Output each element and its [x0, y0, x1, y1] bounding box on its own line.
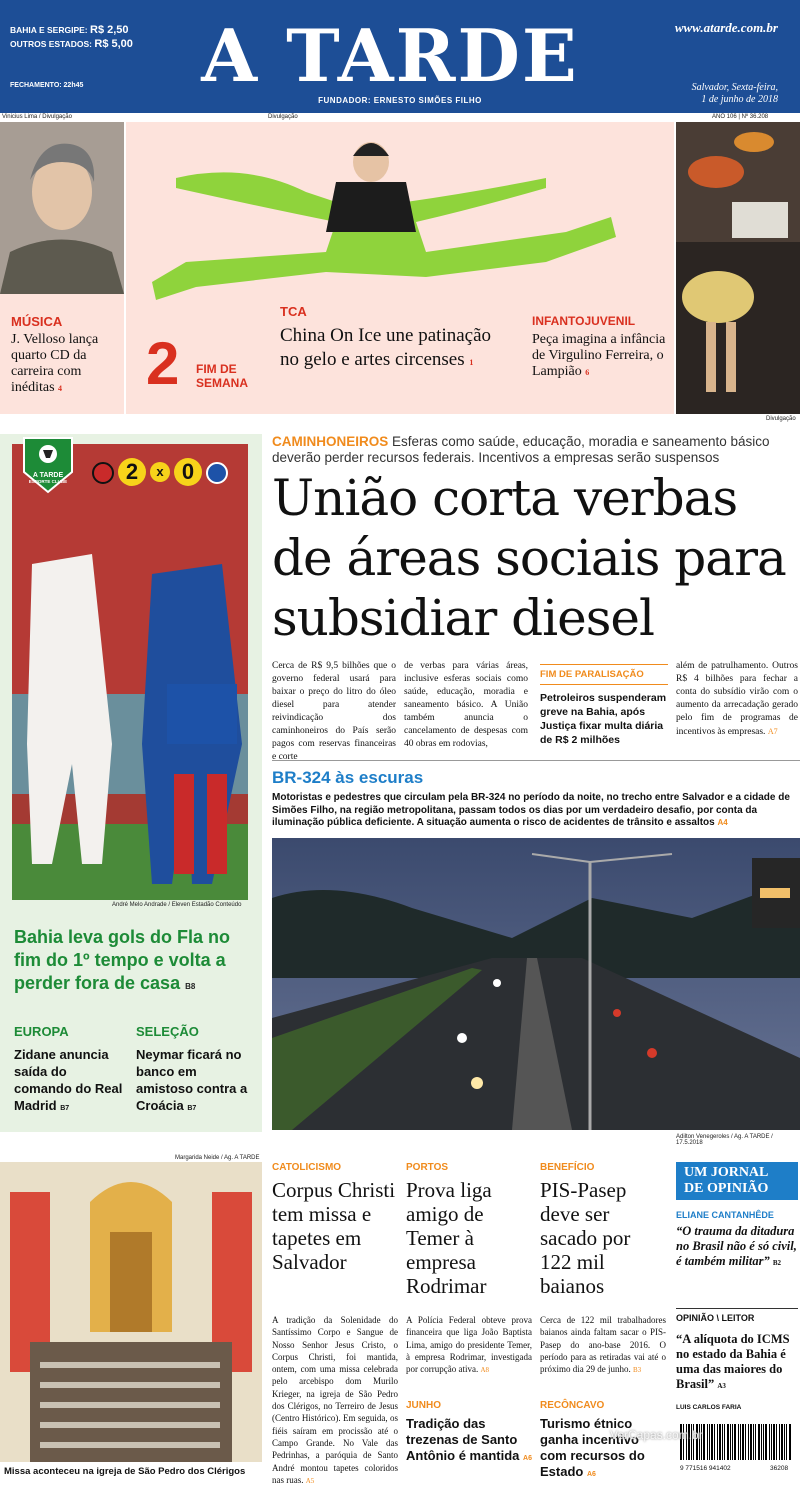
barcode-bar — [722, 1424, 723, 1460]
teaser-kicker: MÚSICA — [11, 314, 63, 329]
barcode-bar — [742, 1424, 744, 1460]
teaser-tca[interactable] — [126, 122, 674, 414]
closing-time: FECHAMENTO: 22h45 — [10, 82, 84, 89]
barcode-bar — [761, 1424, 762, 1460]
edition-number: ANO 106 | Nº 36.208 — [712, 114, 769, 120]
reconcavo-headline[interactable]: Turismo étnico ganha incentivo com recursos do Estado A6 — [540, 1416, 645, 1479]
divider — [272, 760, 800, 761]
founder-line: FUNDADOR: ERNESTO SIMÕES FILHO — [318, 96, 482, 105]
barcode-bar — [738, 1424, 739, 1460]
barcode-bar — [753, 1424, 754, 1460]
sports-headline: Bahia leva gols do Fla no fim do 1º tempo e volta a perder fora de casa B8 — [14, 927, 231, 993]
price-other-states: OUTROS ESTADOS: R$ 5,00 — [10, 38, 133, 50]
photo-credit: Vinicius Lima / Divulgação — [2, 114, 72, 120]
barcode-bar — [755, 1424, 756, 1460]
barcode-bar — [781, 1424, 783, 1460]
score-home: 2 — [118, 458, 146, 486]
barcode-bar — [763, 1424, 764, 1460]
photo-credit: André Melo Andrade / Eleven Estadão Conteúdo — [112, 902, 242, 908]
catholicism-kicker: CATOLICISMO — [272, 1162, 342, 1173]
flamengo-crest-icon — [92, 462, 114, 484]
barcode-bar — [771, 1424, 772, 1460]
date-line: Salvador, Sexta-feira, 1 de junho de 2018 — [691, 82, 778, 105]
teaser-kicker: TCA — [280, 304, 307, 319]
catholicism-headline[interactable]: Corpus Christi tem missa e tapetes em Salvador — [272, 1178, 396, 1274]
score-away: 0 — [174, 458, 202, 486]
br324-title[interactable]: BR-324 às escuras — [272, 768, 424, 787]
opinion-banner[interactable]: UM JORNAL DE OPINIÃO — [676, 1162, 798, 1200]
weekend-label: FIM DE SEMANA — [196, 362, 249, 390]
barcode-bar — [779, 1424, 780, 1460]
church-photo — [0, 1162, 262, 1462]
benefit-headline[interactable]: PIS-Pasep deve ser sacado por 122 mil baianos — [540, 1178, 631, 1298]
teaser-music[interactable] — [0, 122, 124, 414]
barcode-bar — [758, 1424, 760, 1460]
barcode-bar — [719, 1424, 721, 1460]
barcode-bar — [786, 1424, 787, 1460]
barcode-number: 9 771516 941402 — [680, 1465, 731, 1472]
musician-photo — [0, 122, 124, 294]
highway-night-photo — [272, 838, 800, 1130]
barcode-bar — [776, 1424, 777, 1460]
photo-credit: Margarida Neide / Ag. A TARDE — [175, 1155, 260, 1161]
benefit-body: Cerca de 122 mil trabalhadores baianos ainda faltam sacar o PIS-Pasep do ano-base 2016. O período para as retiradas vai até o próximo dia 29 de junho. B3 — [540, 1315, 666, 1375]
barcode-bar — [711, 1424, 713, 1460]
sports-panel[interactable] — [0, 434, 262, 1132]
strike-box[interactable]: FIM DE PARALISAÇÃO Petroleiros suspenderam greve na Bahia, após Justiça fixar multa diária de R$ 2 milhões — [540, 664, 668, 747]
reader-quote[interactable]: “A alíquota do ICMS no estado da Bahia é uma das maiores do Brasil” A3 — [676, 1332, 790, 1391]
lead-column-2: de verbas para várias áreas, inclusive esferas sociais como saúde, educação, moradia e saneamento básico. A União também anuncia o cancelamento de despesas com 40 obras em rodovias, — [404, 661, 528, 749]
barcode-bar — [714, 1424, 715, 1460]
theater-photo — [676, 122, 800, 414]
barcode-bar — [709, 1424, 710, 1460]
club-badge-label: A TARDE ESPORTE CLUBE — [28, 472, 68, 484]
barcode-bar — [727, 1424, 729, 1460]
barcode-edition: 36208 — [770, 1465, 789, 1472]
teaser-text: Peça imagina a infância de Virgulino Ferreira, o Lampião 6 — [532, 332, 666, 379]
june-headline[interactable]: Tradição das trezenas de Santo Antônio é mantida A6 — [406, 1416, 532, 1463]
barcode-bar — [707, 1424, 708, 1460]
europe-kicker: EUROPA — [14, 1024, 69, 1039]
opinion-quote[interactable]: “O trauma da ditadura no Brasil não é só civil, é também militar” B2 — [676, 1224, 797, 1268]
barcode-bar — [740, 1424, 741, 1460]
teaser-kicker: INFANTOJUVENIL — [532, 314, 636, 328]
photo-credit: Divulgação — [268, 114, 298, 120]
barcode-bar — [734, 1424, 736, 1460]
ports-kicker: PORTOS — [406, 1162, 449, 1173]
dancer-illustration — [126, 122, 674, 307]
club-shield-icon — [22, 436, 74, 494]
june-kicker: JUNHO — [406, 1400, 442, 1411]
barcode-bar — [765, 1424, 767, 1460]
barcode-bar — [769, 1424, 770, 1460]
score-separator: x — [150, 462, 170, 482]
photo-credit: Adilton Venegeroles / Ag. A TARDE / 17.5.2018 — [676, 1134, 773, 1146]
newspaper-logo: A TARDE — [201, 13, 579, 98]
br324-text: Motoristas e pedestres que circulam pela BR-324 no período da noite, no trecho entre Salvador e a cidade de Simões Filho, na região metropolitana, passam todos os dias por um verdadeiro desafio, por conta da iluminação pública deficiente. A situação aumenta o risco de acidentes de trânsito e assaltos A4 — [272, 792, 790, 828]
photo-credit: Divulgação — [766, 416, 796, 422]
barcode-bar — [724, 1424, 725, 1460]
football-photo — [12, 444, 248, 900]
lead-deck: CAMINHONEIROS Esferas como saúde, educação, moradia e saneamento básico deverão perder recursos federais. Incentivos a empresas serão suspensos — [272, 434, 770, 465]
barcode-bar — [784, 1424, 785, 1460]
reader-author: LUIS CARLOS FARIA — [676, 1404, 742, 1411]
price-bahia: BAHIA E SERGIPE: R$ 2,50 — [10, 24, 129, 36]
barcode-bar — [745, 1424, 746, 1460]
church-caption: Missa aconteceu na igreja de São Pedro dos Clérigos — [4, 1466, 246, 1477]
reader-section: OPINIÃO \ LEITOR — [676, 1313, 755, 1323]
website-url[interactable]: www.atarde.com.br — [674, 20, 778, 35]
reconcavo-kicker: RECÔNCAVO — [540, 1400, 605, 1411]
watermark: VerCapas.com.br — [610, 1428, 703, 1442]
ports-headline[interactable]: Prova liga amigo de Temer à empresa Rodrimar — [406, 1178, 492, 1298]
catholicism-body: A tradição da Solenidade do Santíssimo Corpo e Sangue de Nosso Senhor Jesus Cristo, o Corpus Christi, foi mantida, ontem, com uma missa celebrada pelo arcebispo dom Murilo Krieger, na igreja de São Pedro dos Clérigos, no Terreiro de Jesus (Centro Histórico). Em seguida, os fiéis saíram em procissão até o Campo Grande. No Vale das Pedrinhas, a paróquia de Santo André montou tapetes coloridos nas ruas. A5 — [272, 1315, 398, 1485]
barcode-bar — [732, 1424, 733, 1460]
barcode-bar — [730, 1424, 731, 1460]
lead-column-4: além de patrulhamento. Outros R$ 4 bilhões para fechar a conta do subsídio virão com o aumento da arrecadação gerado pelo fim de programas de incentivos às empresas. A7 — [676, 661, 798, 737]
benefit-kicker: BENEFÍCIO — [540, 1162, 595, 1173]
masthead — [0, 0, 800, 113]
barcode-bar — [789, 1424, 791, 1460]
lead-headline[interactable]: União corta verbas de áreas sociais para subsidiar diesel — [272, 469, 786, 647]
divider — [676, 1308, 798, 1309]
barcode-bar — [748, 1424, 749, 1460]
ports-body: A Polícia Federal obteve prova financeira que liga João Baptista Lima, amigo do presidente Temer, à empresa Rodrimar, investigada por corrupção ativa. A8 — [406, 1315, 532, 1375]
weekend-number: 2 — [146, 330, 180, 397]
barcode-bar — [703, 1424, 705, 1460]
europe-text[interactable]: Zidane anuncia saída do comando do Real Madrid B7 — [14, 1047, 123, 1113]
teasers-strip — [0, 122, 800, 415]
teaser-text: China On Ice une patinação no gelo e artes circenses 1 — [280, 325, 492, 370]
bahia-crest-icon — [206, 462, 228, 484]
barcode-bar — [773, 1424, 775, 1460]
lead-column-1: Cerca de R$ 9,5 bilhões que o governo federal usará para baixar o preço do litro do óleo diesel para atender reivindicação dos caminhoneiros do País serão pagos com reservas financeiras e corte — [272, 661, 396, 762]
barcode-bar — [750, 1424, 752, 1460]
opinion-author: ELIANE CANTANHÊDE — [676, 1210, 774, 1220]
teaser-text: J. Velloso lança quarto CD da carreira com inéditas 4 — [11, 332, 99, 395]
barcode-bar — [717, 1424, 718, 1460]
selection-text[interactable]: Neymar ficará no banco em amistoso contra a Croácia B7 — [136, 1047, 248, 1113]
barcode — [676, 1420, 798, 1464]
selection-kicker: SELEÇÃO — [136, 1024, 199, 1039]
